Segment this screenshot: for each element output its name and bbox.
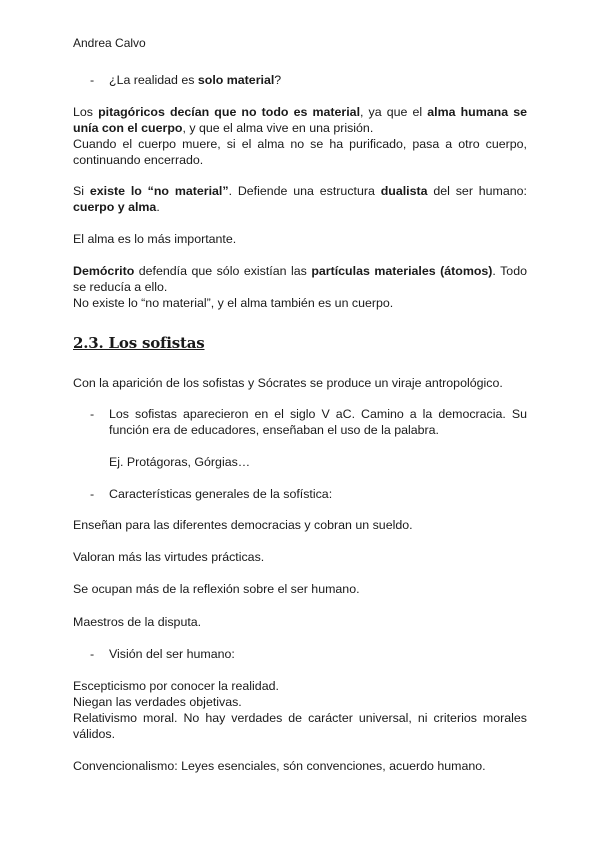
paragraph-democrito: Demócrito defendía que sólo existían las partículas materiales (átomos). Todo se reducía a ello. xyxy=(73,264,527,294)
paragraph-ensenan: Enseñan para las diferentes democracias y cobran un sueldo. xyxy=(73,518,413,532)
paragraph-reflexion: Se ocupan más de la reflexión sobre el ser humano. xyxy=(73,582,360,596)
paragraph-disputa: Maestros de la disputa. xyxy=(73,615,202,629)
paragraph-pitagoricos: Los pitagóricos decían que no todo es material, ya que el alma humana se unía con el cuerpo, y que el alma vive en una prisión. xyxy=(73,105,527,135)
example-line: Ej. Protágoras, Górgias… xyxy=(109,455,251,469)
paragraph-virtudes: Valoran más las virtudes prácticas. xyxy=(73,550,265,564)
bullet-item-vision: Visión del ser humano: xyxy=(109,647,235,661)
bullet-dash: - xyxy=(90,647,95,661)
section-heading: 2.3. Los sofistas xyxy=(73,334,205,352)
paragraph-no-existe: No existe lo “no material”, y el alma también es un cuerpo. xyxy=(73,296,394,310)
bullet-item-caracteristicas: Características generales de la sofística: xyxy=(109,487,333,501)
paragraph-relativismo: Relativismo moral. No hay verdades de carácter universal, ni criterios morales válidos. xyxy=(73,711,527,741)
bullet-dash: - xyxy=(90,73,95,87)
bullet-dash: - xyxy=(90,487,95,501)
header-author: Andrea Calvo xyxy=(73,36,146,50)
paragraph-alma-importante: El alma es lo más importante. xyxy=(73,232,237,246)
paragraph-cuerpo-muere: Cuando el cuerpo muere, si el alma no se ha purificado, pasa a otro cuerpo, continuando encerrado. xyxy=(73,137,527,167)
paragraph-niegan: Niegan las verdades objetivas. xyxy=(73,695,242,709)
bullet-item-sofistas: Los sofistas aparecieron en el siglo V aC. Camino a la democracia. Su función era de educadores, enseñaban el uso de la palabra. xyxy=(109,407,527,437)
paragraph-escepticismo: Escepticismo por conocer la realidad. xyxy=(73,679,279,693)
bullet-dash: - xyxy=(90,407,95,421)
paragraph-convencionalismo: Convencionalismo: Leyes esenciales, són convenciones, acuerdo humano. xyxy=(73,759,486,773)
bullet-item-realidad: ¿La realidad es solo material? xyxy=(109,73,282,87)
paragraph-no-material: Si existe lo “no material”. Defiende una estructura dualista del ser humano: cuerpo y alma. xyxy=(73,184,527,214)
paragraph-viraje: Con la aparición de los sofistas y Sócrates se produce un viraje antropológico. xyxy=(73,376,503,390)
